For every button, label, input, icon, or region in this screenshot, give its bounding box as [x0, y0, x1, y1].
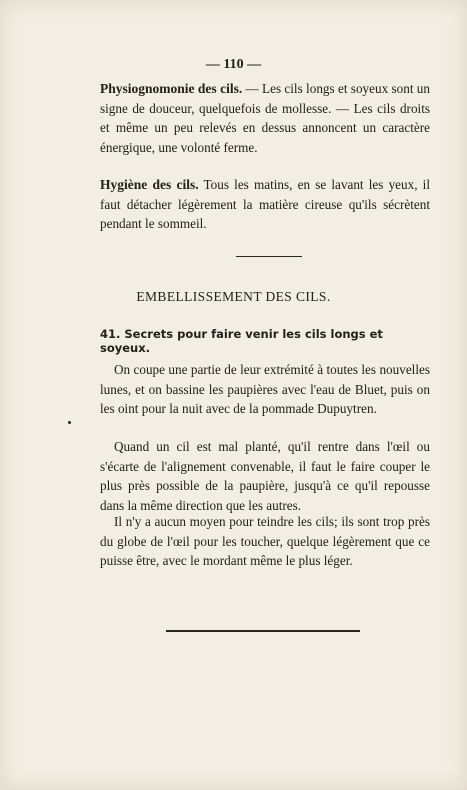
- subsection-title: 41. Secrets pour faire venir les cils longs et soyeux.: [100, 327, 383, 355]
- paragraph-misplaced-lash: Quand un cil est mal planté, qu'il rentre dans l'œil ou s'écarte de l'alignement convenable, il faut le faire couper le plus près possible de la paupière, jusqu'à ce qu'il repousse dans la même direction que les autres.: [100, 439, 430, 513]
- hygiene-paragraph: [100, 175, 430, 234]
- physiognomonie-heading: Physiognomonie des cils.: [100, 81, 243, 96]
- page-number: — 110 —: [205, 57, 262, 72]
- hygiene-heading: Hygiène des cils.: [100, 177, 199, 192]
- paragraph-cut-lashes: On coupe une partie de leur extrémité à toutes les nouvelles lunes, et on bassine les paupières avec l'eau de Bluet, puis on les oint pour la nuit avec de la pommade Dupuytren.: [100, 362, 430, 416]
- ink-speck: [68, 421, 71, 424]
- end-divider: [166, 630, 360, 632]
- short-divider: [236, 256, 302, 257]
- paragraph-dyeing: Il n'y a aucun moyen pour teindre les cils; ils sont trop près du globe de l'œil pour les toucher, quelque légèrement que ce puisse être, avec le mordant même le plus léger.: [100, 514, 430, 568]
- physiognomonie-text: — Les cils longs et soyeux sont un signe de douceur, quelquefois de mollesse. — Les cils droits et même un peu relevés en dessus annoncent un caractère énergique, une volonté ferme.: [100, 81, 430, 155]
- hygiene-text: Tous les matins, en se lavant les yeux, il faut détacher légèrement la matière cireuse qu'ils sécrètent pendant le sommeil.: [100, 177, 430, 231]
- physiognomonie-paragraph: [100, 79, 430, 157]
- section-title: EMBELLISSEMENT DES CILS.: [136, 289, 331, 304]
